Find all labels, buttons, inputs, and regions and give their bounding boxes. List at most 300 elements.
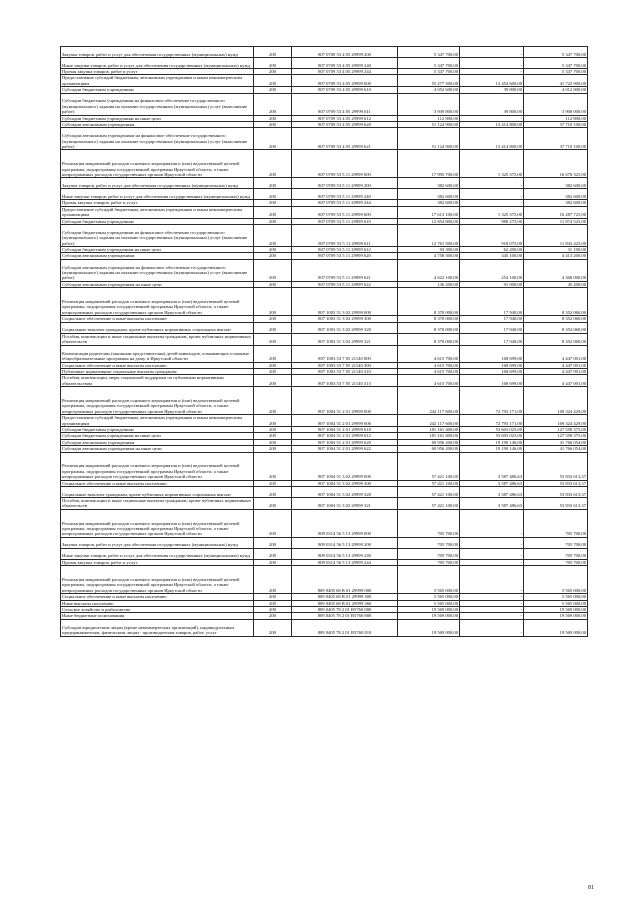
cell-kbk: 807 0709 53 4 05 29999 612: [292, 115, 398, 121]
cell-code: 200: [254, 439, 292, 445]
table-row: [61, 189, 588, 200]
cell-code: 200: [254, 566, 292, 594]
cell-approved: 705 700,00: [398, 509, 460, 537]
cell-name: Закупка товаров, работ и услуг для обеспечения государственных (муниципальных) нужд: [61, 537, 254, 548]
cell-kbk: 807 0709 53 5 11 29999 200: [292, 178, 398, 189]
cell-approved: 12 761 500,00: [398, 225, 460, 247]
cell-balance: 5 347 700,00: [524, 69, 588, 75]
table-row: [61, 93, 588, 115]
cell-approved: 8 370 000,00: [398, 288, 460, 316]
cell-executed: 62 200,00: [460, 247, 524, 253]
cell-approved: 4 052 600,00: [398, 87, 460, 93]
cell-approved: 51 124 900,00: [398, 122, 460, 128]
cell-balance: 4 447 001,00: [524, 345, 588, 362]
cell-executed: 91 000,00: [460, 281, 524, 287]
cell-code: 200: [254, 225, 292, 247]
cell-code: 200: [254, 486, 292, 497]
cell-executed: 3 587 486,63: [460, 452, 524, 480]
cell-name: Субсидии автономным учреждениям: [61, 439, 254, 445]
cell-executed: 13 414 800,00: [460, 122, 524, 128]
budget-execution-table-page: [60, 46, 587, 637]
cell-balance: 11 843 425,00: [524, 225, 588, 247]
cell-name: Сельское хозяйство и рыболовство: [61, 607, 254, 613]
cell-approved: 5 565 000,00: [398, 600, 460, 606]
table-row: [61, 206, 588, 218]
cell-approved: 4 622 100,00: [398, 259, 460, 281]
cell-balance: 5 347 700,00: [524, 58, 588, 69]
cell-approved: 17 613 100,00: [398, 206, 460, 218]
cell-kbk: 807 1004 51 3 02 29999 321: [292, 497, 398, 509]
cell-balance: 41 722 900,00: [524, 75, 588, 87]
cell-name: Субсидии бюджетным учреждениям: [61, 426, 254, 432]
cell-balance: 4 447 001,00: [524, 375, 588, 387]
table-row: [61, 58, 588, 69]
cell-name: Субсидии бюджетным учреждениям на финансовое обеспечение государственного (муниципального) задания на оказание государственных (муниципальных) услуг (выполнение работ): [61, 225, 254, 247]
cell-approved: 181 161 400,00: [398, 426, 460, 432]
cell-balance: 53 833 613,37: [524, 486, 588, 497]
cell-name: Субсидии автономным учреждениям на иные цели: [61, 281, 254, 287]
cell-code: 200: [254, 288, 292, 316]
cell-executed: -: [460, 69, 524, 75]
cell-kbk: 807 0709 53 4 05 29999 200: [292, 47, 398, 58]
cell-name: Социальные выплаты гражданам, кроме публичных нормативных социальных выплат: [61, 322, 254, 333]
table-row: [61, 322, 588, 333]
cell-approved: 5 565 000,00: [398, 594, 460, 600]
cell-kbk: 809 0405 68 В 01 29999 300: [292, 594, 398, 600]
cell-code: 200: [254, 58, 292, 69]
cell-name: Закупка товаров, работ и услуг для обеспечения государственных (муниципальных) нужд: [61, 47, 254, 58]
cell-kbk: 807 1004 51 2 01 29999 620: [292, 439, 398, 445]
cell-code: 200: [254, 200, 292, 206]
table-row: [61, 548, 588, 559]
cell-balance: 127 558 375,00: [524, 433, 588, 439]
cell-code: 200: [254, 387, 292, 415]
cell-kbk: 809 0405 78 2 01 R5760 800: [292, 613, 398, 619]
cell-executed: 3 587 486,63: [460, 497, 524, 509]
cell-name: Социальные выплаты гражданам, кроме публичных нормативных социальных выплат: [61, 486, 254, 497]
cell-name: Субсидии бюджетным учреждениям на иные цели: [61, 115, 254, 121]
cell-name: Предоставление субсидий бюджетным, автономным учреждениям и иным некоммерческим организациям: [61, 206, 254, 218]
cell-balance: 3 900 000,00: [524, 93, 588, 115]
cell-name: Субсидии бюджетным учреждениям на иные цели: [61, 247, 254, 253]
cell-approved: 8 370 000,00: [398, 322, 460, 333]
cell-balance: 8 352 060,00: [524, 322, 588, 333]
cell-name: Публичные нормативные социальные выплаты гражданам: [61, 368, 254, 374]
table-row: [61, 178, 588, 189]
cell-kbk: 807 1004 51 2 01 29999 612: [292, 433, 398, 439]
cell-executed: -: [460, 115, 524, 121]
cell-code: 200: [254, 452, 292, 480]
cell-balance: 41 766 054,00: [524, 446, 588, 452]
cell-code: 200: [254, 247, 292, 253]
cell-kbk: 809 0314 56 5 13 29999 240: [292, 548, 398, 559]
cell-approved: 55 277 500,00: [398, 75, 460, 87]
cell-balance: 45 200,00: [524, 281, 588, 287]
table-row: [61, 128, 588, 150]
cell-executed: -: [460, 509, 524, 537]
cell-kbk: 807 0709 53 5 11 29999 000: [292, 150, 398, 178]
cell-executed: -: [460, 537, 524, 548]
cell-code: 200: [254, 600, 292, 606]
cell-approved: 57 421 100,00: [398, 486, 460, 497]
cell-executed: 1 325 375,00: [460, 150, 524, 178]
cell-approved: 4 615 700,00: [398, 375, 460, 387]
cell-code: 200: [254, 375, 292, 387]
cell-executed: -: [460, 58, 524, 69]
cell-balance: 5 565 000,00: [524, 594, 588, 600]
cell-balance: 127 558 375,00: [524, 426, 588, 432]
cell-code: 200: [254, 281, 292, 287]
cell-balance: 8 352 060,00: [524, 316, 588, 322]
cell-name: Реализация направлений расходов основного мероприятия и (или) ведомственной целевой программы, подпрограммы государственной программы Иркутской области, а также непрограммных расходов государственных органов Иркутской области: [61, 509, 254, 537]
cell-code: 200: [254, 446, 292, 452]
cell-code: 200: [254, 178, 292, 189]
cell-code: 200: [254, 426, 292, 432]
cell-kbk: 807 1003 53 7 05 21140 300: [292, 362, 398, 368]
cell-name: Иные закупки товаров, работ и услуг для обеспечения государственных (муниципальных) нужд: [61, 58, 254, 69]
cell-kbk: 809 0314 56 5 13 29999 000: [292, 509, 398, 537]
cell-approved: 705 700,00: [398, 548, 460, 559]
cell-approved: 112 800,00: [398, 115, 460, 121]
cell-name: Субсидии автономным учреждениям: [61, 253, 254, 259]
table-row: [61, 387, 588, 415]
cell-balance: 5 565 000,00: [524, 566, 588, 594]
cell-code: 200: [254, 93, 292, 115]
cell-code: 200: [254, 87, 292, 93]
cell-approved: 51 124 900,00: [398, 128, 460, 150]
cell-approved: 4 615 700,00: [398, 362, 460, 368]
cell-executed: 17 940,00: [460, 316, 524, 322]
cell-executed: -: [460, 548, 524, 559]
cell-name: Реализация направлений расходов основного мероприятия и (или) ведомственной целевой программы, подпрограммы государственной программы Иркутской области, а также непрограммных расходов государственных органов Иркутской области: [61, 387, 254, 415]
cell-approved: 4 615 700,00: [398, 368, 460, 374]
cell-code: 200: [254, 594, 292, 600]
cell-name: Иные закупки товаров, работ и услуг для обеспечения государственных (муниципальных) нужд: [61, 548, 254, 559]
cell-approved: 12 854 800,00: [398, 218, 460, 224]
cell-approved: 136 200,00: [398, 281, 460, 287]
cell-balance: 112 800,00: [524, 115, 588, 121]
cell-name: Реализация направлений расходов основного мероприятия и (или) ведомственной целевой программы, подпрограммы государственной программы Иркутской области, а также непрограммных расходов государственных органов Иркутской области: [61, 288, 254, 316]
table-row: [61, 150, 588, 178]
cell-kbk: 807 1004 51 2 01 29999 610: [292, 426, 398, 432]
cell-name: Пособия, компенсации и иные социальные выплаты гражданам, кроме публичных нормативных обязательств: [61, 497, 254, 509]
cell-approved: 5 347 700,00: [398, 69, 460, 75]
table-row: [61, 452, 588, 480]
cell-kbk: 807 1003 53 7 05 21140 310: [292, 368, 398, 374]
cell-code: 200: [254, 189, 292, 200]
cell-name: Предоставление субсидий бюджетным, автономным учреждениям и иным некоммерческим организациям: [61, 415, 254, 427]
cell-balance: 382 600,00: [524, 189, 588, 200]
cell-balance: 4 447 001,00: [524, 362, 588, 368]
cell-code: 200: [254, 362, 292, 368]
table-row: [61, 225, 588, 247]
cell-balance: 169 324 429,00: [524, 387, 588, 415]
cell-name: Иные выплаты населению: [61, 600, 254, 606]
cell-balance: 705 700,00: [524, 537, 588, 548]
cell-code: 200: [254, 206, 292, 218]
cell-code: 200: [254, 218, 292, 224]
cell-approved: 19 569 000,00: [398, 619, 460, 636]
cell-kbk: 807 0709 53 4 05 29999 620: [292, 122, 398, 128]
cell-kbk: 807 1003 51 3 02 29999 000: [292, 288, 398, 316]
cell-executed: -: [460, 613, 524, 619]
table-row: [61, 509, 588, 537]
table-row: [61, 486, 588, 497]
cell-kbk: 807 0709 53 5 11 29999 611: [292, 225, 398, 247]
cell-balance: 8 352 060,00: [524, 288, 588, 316]
cell-balance: 16 287 725,00: [524, 206, 588, 218]
cell-code: 200: [254, 368, 292, 374]
cell-balance: 705 700,00: [524, 509, 588, 537]
cell-executed: 13 454 600,00: [460, 75, 524, 87]
cell-name: Реализация направлений расходов основного мероприятия и (или) ведомственной целевой программы, подпрограммы государственной программы Иркутской области, а также непрограммных расходов государственных органов Иркутской области: [61, 150, 254, 178]
cell-code: 200: [254, 548, 292, 559]
cell-approved: 4 758 300,00: [398, 253, 460, 259]
table-row: [61, 345, 588, 362]
cell-kbk: 807 1003 53 7 05 21140 000: [292, 345, 398, 362]
cell-balance: 8 352 060,00: [524, 333, 588, 345]
cell-balance: 37 710 100,00: [524, 122, 588, 128]
cell-name: Социальное обеспечение и иные выплаты населению: [61, 480, 254, 486]
cell-name: Иные закупки товаров, работ и услуг для обеспечения государственных (муниципальных) нужд: [61, 189, 254, 200]
cell-executed: 19 190 146,00: [460, 446, 524, 452]
cell-kbk: 807 1004 51 3 02 29999 000: [292, 452, 398, 480]
table-row: [61, 415, 588, 427]
table-row: [61, 497, 588, 509]
cell-balance: 53 833 613,37: [524, 497, 588, 509]
cell-kbk: 807 0709 53 4 05 29999 600: [292, 75, 398, 87]
cell-balance: 37 710 100,00: [524, 128, 588, 150]
cell-executed: -: [460, 189, 524, 200]
cell-kbk: 807 0709 53 5 11 29999 240: [292, 189, 398, 200]
cell-executed: 72 793 171,00: [460, 387, 524, 415]
cell-kbk: 807 0709 53 5 11 29999 622: [292, 281, 398, 287]
cell-executed: -: [460, 619, 524, 636]
cell-approved: 57 421 100,00: [398, 452, 460, 480]
cell-code: 200: [254, 537, 292, 548]
cell-code: 200: [254, 47, 292, 58]
cell-name: Пособия, компенсации и иные социальные выплаты гражданам, кроме публичных нормативных обязательств: [61, 333, 254, 345]
page-number: 81: [588, 885, 594, 891]
cell-kbk: 809 0405 68 В 01 29999 360: [292, 600, 398, 606]
cell-name: Субсидии бюджетным учреждениям: [61, 87, 254, 93]
cell-code: 200: [254, 150, 292, 178]
cell-executed: 3 587 486,63: [460, 480, 524, 486]
cell-executed: -: [460, 559, 524, 565]
table-row: [61, 619, 588, 636]
cell-name: Субсидии бюджетным учреждениям на иные цели: [61, 433, 254, 439]
cell-executed: 39 800,00: [460, 87, 524, 93]
cell-approved: 8 370 000,00: [398, 316, 460, 322]
expenditure-table: [60, 46, 588, 637]
table-row: [61, 247, 588, 253]
cell-name: Закупка товаров, работ и услуг для обеспечения государственных (муниципальных) нужд: [61, 178, 254, 189]
table-row: [61, 480, 588, 486]
cell-balance: 53 833 613,37: [524, 452, 588, 480]
cell-balance: 382 600,00: [524, 200, 588, 206]
cell-executed: -: [460, 200, 524, 206]
cell-executed: 72 793 171,00: [460, 415, 524, 427]
cell-name: Субсидии бюджетным учреждениям на финансовое обеспечение государственного (муниципального) задания на оказание государственных (муниципальных) услуг (выполнение работ): [61, 93, 254, 115]
cell-executed: -: [460, 600, 524, 606]
cell-balance: 19 569 000,00: [524, 613, 588, 619]
cell-executed: 17 940,00: [460, 322, 524, 333]
cell-name: Компенсация родителям (законным представителям) детей-инвалидов, осваивающих основные общеобразовательные программы на дому, в Иркутской области: [61, 345, 254, 362]
cell-executed: -: [460, 607, 524, 613]
cell-name: Субсидии автономным учреждениям на финансовое обеспечение государственного (муниципального) задания на оказание государственных (муниципальных) услуг (выполнение работ): [61, 128, 254, 150]
cell-kbk: 809 0405 78 2 01 R5760 000: [292, 607, 398, 613]
cell-approved: 242 117 600,00: [398, 415, 460, 427]
cell-kbk: 807 0709 53 4 05 29999 611: [292, 93, 398, 115]
table-row: [61, 316, 588, 322]
cell-executed: 53 603 025,00: [460, 426, 524, 432]
cell-name: Социальное обеспечение и иные выплаты населению: [61, 362, 254, 368]
cell-balance: 53 833 613,37: [524, 480, 588, 486]
table-row: [61, 75, 588, 87]
cell-executed: 13 414 800,00: [460, 128, 524, 150]
cell-kbk: 807 1004 51 2 01 29999 622: [292, 446, 398, 452]
cell-balance: 4 368 000,00: [524, 259, 588, 281]
cell-code: 200: [254, 69, 292, 75]
cell-kbk: 807 0709 53 5 11 29999 621: [292, 259, 398, 281]
cell-name: Прочая закупка товаров, работ и услуг: [61, 200, 254, 206]
cell-code: 200: [254, 333, 292, 345]
cell-kbk: 807 1004 51 3 02 29999 320: [292, 486, 398, 497]
cell-kbk: 807 1003 53 7 05 21140 313: [292, 375, 398, 387]
cell-kbk: 809 0405 68 В 01 29999 000: [292, 566, 398, 594]
cell-approved: 57 421 100,00: [398, 497, 460, 509]
cell-executed: -: [460, 47, 524, 58]
cell-balance: 31 100,00: [524, 247, 588, 253]
cell-executed: 168 699,00: [460, 368, 524, 374]
cell-approved: 60 956 200,00: [398, 439, 460, 445]
cell-executed: 918 075,00: [460, 225, 524, 247]
table-row: [61, 446, 588, 452]
cell-balance: 705 700,00: [524, 559, 588, 565]
cell-approved: 4 615 700,00: [398, 345, 460, 362]
cell-name: Предоставление субсидий бюджетным, автономным учреждениям и иным некоммерческим организациям: [61, 75, 254, 87]
cell-balance: 5 347 700,00: [524, 47, 588, 58]
cell-executed: 39 800,00: [460, 93, 524, 115]
cell-kbk: 807 0709 53 5 11 29999 600: [292, 206, 398, 218]
cell-executed: 345 100,00: [460, 253, 524, 259]
table-row: [61, 288, 588, 316]
cell-approved: 382 600,00: [398, 189, 460, 200]
cell-approved: 5 565 000,00: [398, 566, 460, 594]
cell-kbk: 807 0709 53 5 11 29999 610: [292, 218, 398, 224]
cell-name: Субсидии юридическим лицам (кроме некоммерческих организаций), индивидуальным предпринимателям, физическим лицам - производителям товаров, работ, услуг: [61, 619, 254, 636]
table-body: [61, 47, 588, 637]
cell-name: Социальное обеспечение и иные выплаты населению: [61, 594, 254, 600]
cell-executed: 3 587 486,63: [460, 486, 524, 497]
cell-kbk: 809 0314 56 5 13 29999 200: [292, 537, 398, 548]
cell-code: 200: [254, 316, 292, 322]
cell-approved: 382 600,00: [398, 178, 460, 189]
cell-code: 200: [254, 509, 292, 537]
cell-name: Реализация направлений расходов основного мероприятия и (или) ведомственной целевой программы, подпрограммы государственной программы Иркутской области, а также непрограммных расходов государственных органов Иркутской области: [61, 566, 254, 594]
cell-executed: -: [460, 594, 524, 600]
cell-code: 200: [254, 115, 292, 121]
cell-kbk: 807 0709 53 4 05 29999 621: [292, 128, 398, 150]
table-row: [61, 368, 588, 374]
cell-approved: 57 421 100,00: [398, 480, 460, 486]
cell-kbk: 807 0709 53 5 11 29999 620: [292, 253, 398, 259]
cell-balance: 16 670 325,00: [524, 150, 588, 178]
cell-approved: 5 347 700,00: [398, 47, 460, 58]
cell-approved: 8 370 000,00: [398, 333, 460, 345]
cell-approved: 19 569 000,00: [398, 613, 460, 619]
cell-kbk: 807 0709 53 5 11 29999 244: [292, 200, 398, 206]
cell-name: Пособия, компенсации, меры социальной поддержки по публичным нормативным обязательствам: [61, 375, 254, 387]
table-row: [61, 566, 588, 594]
cell-approved: 93 300,00: [398, 247, 460, 253]
cell-executed: 19 190 146,00: [460, 439, 524, 445]
cell-name: Субсидии бюджетным учреждениям: [61, 218, 254, 224]
cell-kbk: 807 1003 51 3 02 29999 320: [292, 322, 398, 333]
cell-name: Субсидии автономным учреждениям на финансовое обеспечение государственного (муниципального) задания на оказание государственных (муниципальных) услуг (выполнение работ): [61, 259, 254, 281]
cell-code: 200: [254, 619, 292, 636]
cell-code: 200: [254, 322, 292, 333]
cell-code: 200: [254, 253, 292, 259]
cell-executed: 168 699,00: [460, 345, 524, 362]
cell-approved: 382 600,00: [398, 200, 460, 206]
cell-kbk: 807 1003 51 3 02 29999 300: [292, 316, 398, 322]
cell-approved: 242 117 600,00: [398, 387, 460, 415]
cell-name: Реализация направлений расходов основного мероприятия и (или) ведомственной целевой программы, подпрограммы государственной программы Иркутской области, а также непрограммных расходов государственных органов Иркутской области: [61, 452, 254, 480]
cell-approved: 5 347 700,00: [398, 58, 460, 69]
cell-kbk: 807 0709 53 4 05 29999 244: [292, 69, 398, 75]
cell-code: 200: [254, 122, 292, 128]
cell-balance: 19 569 000,00: [524, 619, 588, 636]
table-row: [61, 281, 588, 287]
cell-code: 200: [254, 559, 292, 565]
cell-executed: 168 699,00: [460, 362, 524, 368]
cell-code: 200: [254, 613, 292, 619]
cell-name: Субсидии автономным учреждениям: [61, 122, 254, 128]
cell-kbk: 807 1004 51 3 02 29999 300: [292, 480, 398, 486]
cell-code: 200: [254, 497, 292, 509]
cell-executed: 17 940,00: [460, 288, 524, 316]
cell-name: Прочая закупка товаров, работ и услуг: [61, 559, 254, 565]
table-row: [61, 47, 588, 58]
cell-kbk: 809 0314 56 5 13 29999 244: [292, 559, 398, 565]
cell-executed: 168 699,00: [460, 375, 524, 387]
cell-executed: 17 940,00: [460, 333, 524, 345]
cell-balance: 5 565 000,00: [524, 600, 588, 606]
cell-kbk: 807 1004 51 2 01 29999 600: [292, 415, 398, 427]
table-row: [61, 537, 588, 548]
cell-name: Иные бюджетные ассигнования: [61, 613, 254, 619]
cell-code: 200: [254, 259, 292, 281]
cell-executed: 1 325 375,00: [460, 206, 524, 218]
table-row: [61, 375, 588, 387]
cell-name: Прочая закупка товаров, работ и услуг: [61, 69, 254, 75]
cell-kbk: 807 1004 51 2 01 29999 000: [292, 387, 398, 415]
cell-executed: -: [460, 566, 524, 594]
cell-code: 200: [254, 433, 292, 439]
cell-balance: 4 413 200,00: [524, 253, 588, 259]
cell-approved: 60 956 200,00: [398, 446, 460, 452]
table-row: [61, 259, 588, 281]
cell-balance: 382 600,00: [524, 178, 588, 189]
cell-code: 200: [254, 607, 292, 613]
cell-name: Субсидии автономным учреждениям на иные цели: [61, 446, 254, 452]
cell-code: 200: [254, 480, 292, 486]
cell-kbk: 807 0709 53 4 05 29999 240: [292, 58, 398, 69]
cell-balance: 169 324 429,00: [524, 415, 588, 427]
cell-kbk: 809 0405 78 2 01 R5760 810: [292, 619, 398, 636]
cell-code: 200: [254, 345, 292, 362]
